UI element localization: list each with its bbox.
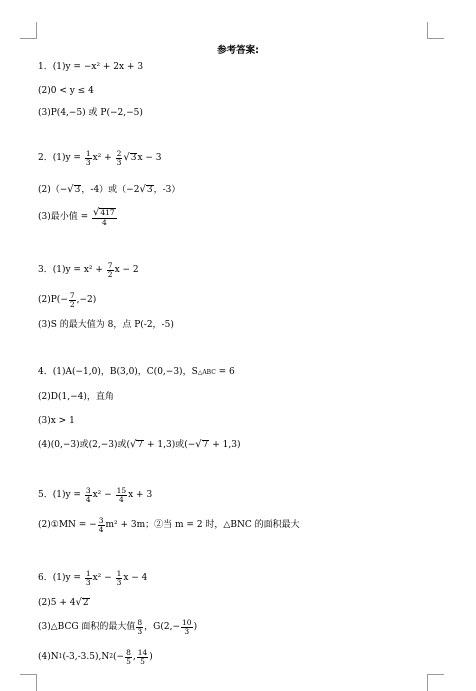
q5-part1-frac1 — [85, 487, 92, 504]
q6-part4 — [38, 649, 153, 666]
q2-part2-a: (2)（− — [38, 184, 68, 195]
crop-mark-bottom-right-h — [427, 674, 444, 675]
q4-part4-c: + 1,3) — [209, 439, 241, 450]
frac-den: 5 — [126, 656, 131, 666]
frac-num: 14 — [137, 648, 148, 657]
q4-part3-text: (3)x > 1 — [38, 416, 75, 426]
q3-part1-frac — [107, 262, 114, 279]
q4-part1-sub: △ABC — [197, 368, 216, 376]
crop-mark-top-left-v — [36, 22, 37, 38]
q2-part1-b: x² + — [92, 152, 115, 163]
q6-part1-c: x − 4 — [123, 572, 148, 583]
q2-part2 — [38, 185, 180, 195]
radical-sign: √ — [93, 207, 100, 218]
q4-part1 — [38, 368, 235, 377]
radical-sign: √ — [75, 597, 82, 608]
q4-part3 — [38, 417, 75, 426]
frac-num: 2 — [116, 149, 122, 158]
frac-den: 3 — [116, 157, 122, 167]
q3-part1-b: x − 2 — [114, 264, 139, 275]
q6-part2-sqrt — [75, 598, 89, 608]
q4-part1-a: 4．(1)A(−1,0)，B(3,0)，C(0,−3)，S — [38, 367, 198, 377]
frac-num: 8 — [137, 618, 143, 627]
q3-part2 — [38, 292, 96, 309]
frac-num: 7 — [107, 261, 113, 270]
q6-part4-sub1: 1 — [58, 653, 63, 661]
q1-part1-text: 1．(1)y = −x² + 2x + 3 — [38, 62, 144, 72]
frac-den: 4 — [85, 494, 91, 504]
q6-part1-frac2 — [116, 570, 123, 587]
q1-part1 — [38, 63, 143, 72]
q2-part1-sqrt — [123, 153, 137, 163]
q3-part3-text: (3)S 的最大值为 8，点 P(-2，-5) — [38, 320, 174, 330]
radicand: 3 — [146, 185, 153, 195]
crop-mark-bottom-right-v — [427, 674, 428, 691]
crop-mark-bottom-left-v — [36, 674, 37, 691]
q5-part1-b: x² − — [92, 489, 115, 500]
q2-part1-frac1 — [85, 150, 92, 167]
q5-part2-frac — [98, 517, 105, 534]
q6-part4-c: (− — [113, 651, 125, 662]
frac-den: 4 — [118, 494, 124, 504]
frac-den: 5 — [140, 656, 145, 666]
frac-den: 2 — [107, 269, 113, 279]
frac-den: 3 — [116, 577, 122, 587]
q6-part1 — [38, 570, 147, 587]
q6-part3-a: (3)△BCG 面积的最大值 — [38, 621, 136, 632]
q4-part2 — [38, 393, 114, 402]
q2-part2-sqrt2 — [139, 185, 153, 195]
radical-sign: √ — [139, 184, 146, 195]
radicand: 3 — [130, 153, 137, 164]
q6-part3-b: ，G(2,− — [144, 621, 181, 632]
q4-part1-b: = 6 — [215, 367, 235, 377]
q5-part2-b: m² + 3m；②当 m = 2 时，△BNC 的面积最大 — [105, 519, 300, 530]
q2-part1-frac2 — [116, 150, 123, 167]
q6-part4-sub2: 2 — [109, 653, 114, 661]
q2-part3-a: (3)最小值 = — [38, 211, 92, 222]
radicand: 7 — [137, 440, 144, 450]
crop-mark-bottom-left-h — [20, 674, 37, 675]
radicand: 2 — [82, 598, 89, 608]
q3-part3 — [38, 321, 174, 330]
q5-part2 — [38, 517, 300, 534]
q6-part2-a: (2)5 + 4 — [38, 597, 76, 608]
q2-part2-sqrt1 — [67, 185, 81, 195]
crop-mark-top-left-h — [20, 38, 37, 39]
crop-mark-top-right-h — [427, 38, 444, 39]
q6-part4-d: , — [132, 651, 136, 662]
q3-part1 — [38, 262, 139, 279]
q1-part3 — [38, 109, 143, 118]
frac-num: 1 — [85, 149, 91, 158]
q6-part2 — [38, 598, 90, 608]
q3-part2-frac — [69, 292, 76, 309]
q4-part4-sqrt2 — [195, 440, 209, 450]
q1-part3-text: (3)P(4,−5) 或 P(−2,−5) — [38, 108, 143, 118]
frac-den: 2 — [69, 299, 75, 309]
q2-part2-c: ，-3） — [153, 184, 181, 195]
page-title: 参考答案: — [217, 45, 259, 56]
frac-num: 1 — [85, 569, 91, 578]
q6-part1-a: 6．(1)y = — [38, 572, 84, 583]
q4-part4-sqrt1 — [130, 440, 144, 450]
frac-num: 3 — [98, 516, 104, 525]
q2-part1-c: x − 3 — [137, 152, 162, 163]
frac-den: 4 — [98, 524, 104, 534]
q4-part2-text: (2)D(1,−4)，直角 — [38, 392, 114, 402]
radical-sign: √ — [195, 439, 202, 450]
frac-den: 3 — [184, 626, 190, 636]
frac-num: 7 — [69, 291, 75, 300]
radical-sign: √ — [67, 184, 74, 195]
q5-part2-a: (2)①MN = − — [38, 519, 97, 530]
q3-part2-a: (2)P(− — [38, 294, 68, 305]
q6-part1-frac1 — [85, 570, 92, 587]
q1-part2-text: (2)0 < y ≤ 4 — [38, 86, 94, 96]
q4-part4 — [38, 440, 240, 450]
q5-part1-frac2 — [116, 487, 128, 504]
q2-part1 — [38, 150, 162, 167]
q2-part2-b: ，-4）或（−2 — [81, 184, 140, 195]
q4-part4-b: + 1,3)或(− — [144, 439, 196, 450]
radical-sign: √ — [130, 439, 137, 450]
q6-part4-e: ) — [149, 651, 153, 662]
q2-part1-a: 2．(1)y = — [38, 152, 84, 163]
q6-part4-frac2 — [137, 649, 149, 666]
q6-part3 — [38, 619, 197, 636]
q5-part1 — [38, 487, 152, 504]
sqrt-417 — [93, 208, 116, 218]
q6-part3-frac2 — [181, 619, 193, 636]
q5-part1-c: x + 3 — [128, 489, 153, 500]
q2-part3 — [38, 208, 118, 227]
q6-part4-a: (4)N — [38, 651, 59, 662]
q4-part4-a: (4)(0,−3)或(2,−3)或( — [38, 439, 131, 450]
radical-sign: √ — [123, 152, 130, 164]
crop-mark-top-right-v — [427, 22, 428, 38]
q6-part3-frac1 — [136, 619, 143, 636]
frac-den: 3 — [137, 626, 143, 636]
q6-part4-b: (-3,-3.5),N — [62, 651, 110, 662]
q5-part1-a: 5．(1)y = — [38, 489, 84, 500]
frac-den: 3 — [85, 577, 91, 587]
frac-num: 15 — [116, 486, 127, 495]
radicand: 3 — [74, 185, 81, 195]
frac-num: 10 — [182, 618, 192, 627]
frac-num: 1 — [116, 569, 122, 578]
radicand: 7 — [202, 440, 209, 450]
frac-den: 3 — [85, 157, 91, 167]
q6-part3-c: ) — [193, 621, 198, 632]
q6-part1-b: x² − — [92, 572, 115, 583]
q2-part3-frac — [92, 208, 117, 227]
q1-part2 — [38, 87, 94, 96]
frac-num: 8 — [126, 648, 131, 657]
q3-part2-b: ,−2) — [76, 294, 97, 305]
q6-part4-frac1 — [125, 649, 132, 666]
frac-den: 4 — [101, 218, 107, 227]
frac-num: 3 — [85, 486, 91, 495]
radicand: 417 — [100, 208, 115, 217]
q3-part1-a: 3．(1)y = x² + — [38, 264, 106, 275]
